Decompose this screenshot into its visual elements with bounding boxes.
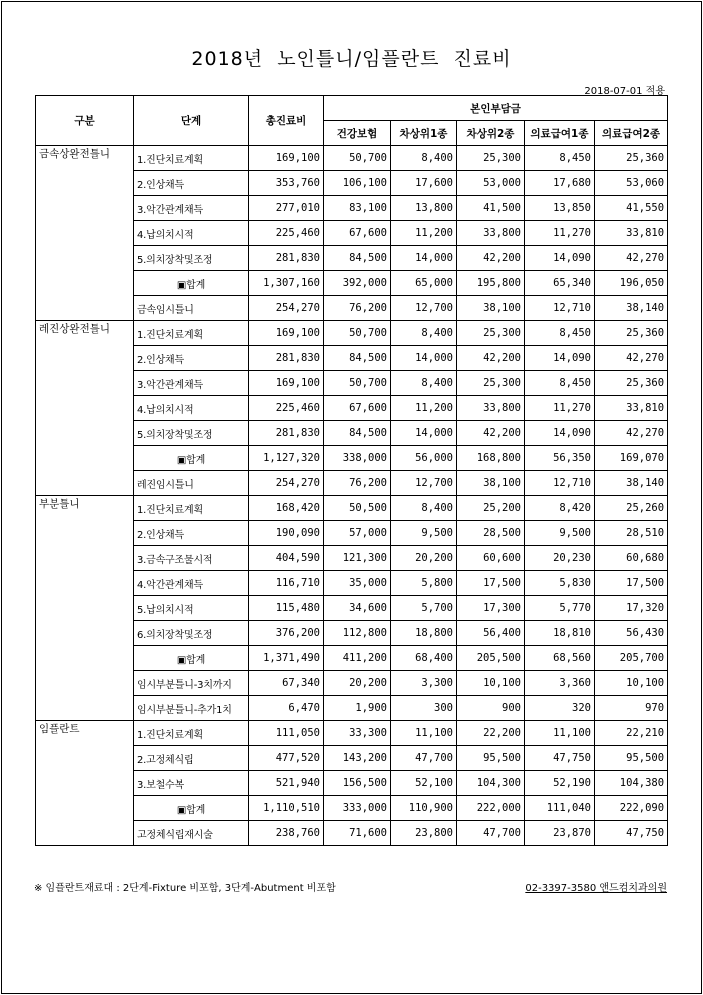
- copay-cell: 33,800: [457, 221, 525, 246]
- copay-cell: 42,200: [457, 421, 525, 446]
- copay-cell: 56,430: [595, 621, 668, 646]
- copay-cell: 42,200: [457, 346, 525, 371]
- copay-cell: 411,200: [324, 646, 391, 671]
- copay-cell: 52,100: [391, 771, 457, 796]
- copay-cell: 11,100: [391, 721, 457, 746]
- total-fee-cell: 477,520: [249, 746, 324, 771]
- copay-cell: 5,800: [391, 571, 457, 596]
- category-cell: 금속상완전틀니: [36, 146, 134, 321]
- copay-cell: 14,000: [391, 246, 457, 271]
- copay-cell: 156,500: [324, 771, 391, 796]
- copay-cell: 33,800: [457, 396, 525, 421]
- header-category: 구분: [36, 96, 134, 146]
- copay-cell: 9,500: [525, 521, 595, 546]
- copay-cell: 22,210: [595, 721, 668, 746]
- copay-cell: 42,270: [595, 246, 668, 271]
- copay-cell: 23,870: [525, 821, 595, 846]
- copay-cell: 5,830: [525, 571, 595, 596]
- copay-cell: 35,000: [324, 571, 391, 596]
- page-title: 2018년 노인틀니/임플란트 진료비: [191, 48, 512, 70]
- total-fee-cell: 116,710: [249, 571, 324, 596]
- copay-cell: 50,700: [324, 321, 391, 346]
- step-cell: 임시부분틀니-3치까지: [134, 671, 249, 696]
- copay-cell: 14,090: [525, 246, 595, 271]
- copay-cell: 11,200: [391, 396, 457, 421]
- category-cell: 레진상완전틀니: [36, 321, 134, 496]
- step-cell: 4.납의치시적: [134, 221, 249, 246]
- copay-cell: 5,700: [391, 596, 457, 621]
- step-cell: 3.악간관계채득: [134, 196, 249, 221]
- copay-cell: 25,360: [595, 146, 668, 171]
- step-cell: 5.의치장착및조정: [134, 246, 249, 271]
- total-fee-cell: 169,100: [249, 371, 324, 396]
- step-cell: 임시부분틀니-추가1치: [134, 696, 249, 721]
- copay-cell: 50,700: [324, 371, 391, 396]
- total-fee-cell: 1,307,160: [249, 271, 324, 296]
- copay-cell: 42,270: [595, 346, 668, 371]
- total-fee-cell: 281,830: [249, 346, 324, 371]
- copay-cell: 53,060: [595, 171, 668, 196]
- copay-cell: 38,140: [595, 296, 668, 321]
- copay-cell: 195,800: [457, 271, 525, 296]
- copay-cell: 10,100: [595, 671, 668, 696]
- copay-cell: 41,550: [595, 196, 668, 221]
- category-cell: 부분틀니: [36, 496, 134, 721]
- copay-cell: 12,700: [391, 471, 457, 496]
- copay-cell: 168,800: [457, 446, 525, 471]
- copay-cell: 95,500: [595, 746, 668, 771]
- copay-cell: 65,000: [391, 271, 457, 296]
- header-copay-col: 차상위1종: [391, 121, 457, 146]
- total-fee-cell: 111,050: [249, 721, 324, 746]
- copay-cell: 121,300: [324, 546, 391, 571]
- copay-cell: 20,230: [525, 546, 595, 571]
- copay-cell: 8,450: [525, 146, 595, 171]
- effective-date: 2018-07-01 적용: [584, 86, 665, 97]
- total-fee-cell: 169,100: [249, 321, 324, 346]
- step-cell: 1.진단치료계획: [134, 146, 249, 171]
- copay-cell: 25,300: [457, 371, 525, 396]
- copay-cell: 25,200: [457, 496, 525, 521]
- copay-cell: 60,680: [595, 546, 668, 571]
- step-cell: ▣합계: [134, 271, 249, 296]
- copay-cell: 20,200: [391, 546, 457, 571]
- total-fee-cell: 254,270: [249, 296, 324, 321]
- copay-cell: 300: [391, 696, 457, 721]
- copay-cell: 57,000: [324, 521, 391, 546]
- copay-cell: 76,200: [324, 296, 391, 321]
- copay-cell: 23,800: [391, 821, 457, 846]
- copay-cell: 68,400: [391, 646, 457, 671]
- copay-cell: 8,400: [391, 146, 457, 171]
- total-fee-cell: 115,480: [249, 596, 324, 621]
- copay-cell: 33,300: [324, 721, 391, 746]
- header-copay-group: 본인부담금: [324, 96, 668, 121]
- copay-cell: 18,810: [525, 621, 595, 646]
- step-cell: 금속임시틀니: [134, 296, 249, 321]
- copay-cell: 12,700: [391, 296, 457, 321]
- total-fee-cell: 281,830: [249, 421, 324, 446]
- total-fee-cell: 6,470: [249, 696, 324, 721]
- total-fee-cell: 521,940: [249, 771, 324, 796]
- copay-cell: 12,710: [525, 296, 595, 321]
- copay-cell: 25,360: [595, 321, 668, 346]
- copay-cell: 84,500: [324, 346, 391, 371]
- total-fee-cell: 404,590: [249, 546, 324, 571]
- copay-cell: 1,900: [324, 696, 391, 721]
- copay-cell: 143,200: [324, 746, 391, 771]
- copay-cell: 14,090: [525, 421, 595, 446]
- copay-cell: 5,770: [525, 596, 595, 621]
- copay-cell: 900: [457, 696, 525, 721]
- copay-cell: 8,420: [525, 496, 595, 521]
- total-fee-cell: 67,340: [249, 671, 324, 696]
- copay-cell: 33,810: [595, 221, 668, 246]
- copay-cell: 3,300: [391, 671, 457, 696]
- copay-cell: 25,300: [457, 321, 525, 346]
- copay-cell: 56,400: [457, 621, 525, 646]
- copay-cell: 25,300: [457, 146, 525, 171]
- table-row: [36, 721, 668, 746]
- copay-cell: 18,800: [391, 621, 457, 646]
- copay-cell: 17,680: [525, 171, 595, 196]
- step-cell: ▣합계: [134, 446, 249, 471]
- total-fee-cell: 168,420: [249, 496, 324, 521]
- copay-cell: 83,100: [324, 196, 391, 221]
- step-cell: ▣합계: [134, 796, 249, 821]
- copay-cell: 196,050: [595, 271, 668, 296]
- step-cell: 6.의치장착및조정: [134, 621, 249, 646]
- total-fee-cell: 277,010: [249, 196, 324, 221]
- header-step: 단계: [134, 96, 249, 146]
- copay-cell: 38,140: [595, 471, 668, 496]
- copay-cell: 22,200: [457, 721, 525, 746]
- step-cell: 4.악간관계채득: [134, 571, 249, 596]
- step-cell: 2.인상채득: [134, 171, 249, 196]
- copay-cell: 56,000: [391, 446, 457, 471]
- header-total: 총진료비: [249, 96, 324, 146]
- copay-cell: 169,070: [595, 446, 668, 471]
- copay-cell: 112,800: [324, 621, 391, 646]
- copay-cell: 8,450: [525, 321, 595, 346]
- copay-cell: 320: [525, 696, 595, 721]
- copay-cell: 205,500: [457, 646, 525, 671]
- copay-cell: 47,750: [525, 746, 595, 771]
- total-fee-cell: 376,200: [249, 621, 324, 646]
- total-fee-cell: 1,127,320: [249, 446, 324, 471]
- step-cell: 4.납의치시적: [134, 396, 249, 421]
- table-row: [36, 321, 668, 346]
- copay-cell: 8,450: [525, 371, 595, 396]
- copay-cell: 205,700: [595, 646, 668, 671]
- copay-cell: 110,900: [391, 796, 457, 821]
- copay-cell: 13,800: [391, 196, 457, 221]
- total-fee-cell: 353,760: [249, 171, 324, 196]
- copay-cell: 3,360: [525, 671, 595, 696]
- header-copay-col: 차상위2종: [457, 121, 525, 146]
- copay-cell: 14,000: [391, 346, 457, 371]
- copay-cell: 10,100: [457, 671, 525, 696]
- copay-cell: 8,400: [391, 321, 457, 346]
- step-cell: 3.금속구조물시적: [134, 546, 249, 571]
- header-copay-col: 건강보험: [324, 121, 391, 146]
- copay-cell: 50,500: [324, 496, 391, 521]
- step-cell: 1.진단치료계획: [134, 721, 249, 746]
- copay-cell: 25,260: [595, 496, 668, 521]
- total-fee-cell: 225,460: [249, 221, 324, 246]
- fee-table: [35, 95, 668, 846]
- total-fee-cell: 169,100: [249, 146, 324, 171]
- copay-cell: 104,380: [595, 771, 668, 796]
- copay-cell: 60,600: [457, 546, 525, 571]
- copay-cell: 20,200: [324, 671, 391, 696]
- copay-cell: 17,500: [595, 571, 668, 596]
- copay-cell: 76,200: [324, 471, 391, 496]
- copay-cell: 222,000: [457, 796, 525, 821]
- copay-cell: 8,400: [391, 371, 457, 396]
- copay-cell: 17,320: [595, 596, 668, 621]
- copay-cell: 42,270: [595, 421, 668, 446]
- copay-cell: 28,500: [457, 521, 525, 546]
- copay-cell: 34,600: [324, 596, 391, 621]
- copay-cell: 56,350: [525, 446, 595, 471]
- copay-cell: 65,340: [525, 271, 595, 296]
- step-cell: 레진임시틀니: [134, 471, 249, 496]
- copay-cell: 47,700: [391, 746, 457, 771]
- copay-cell: 17,300: [457, 596, 525, 621]
- copay-cell: 67,600: [324, 221, 391, 246]
- step-cell: 5.납의치시적: [134, 596, 249, 621]
- copay-cell: 47,700: [457, 821, 525, 846]
- copay-cell: 11,100: [525, 721, 595, 746]
- step-cell: 2.고정체식립: [134, 746, 249, 771]
- copay-cell: 42,200: [457, 246, 525, 271]
- copay-cell: 33,810: [595, 396, 668, 421]
- copay-cell: 68,560: [525, 646, 595, 671]
- copay-cell: 222,090: [595, 796, 668, 821]
- copay-cell: 52,190: [525, 771, 595, 796]
- total-fee-cell: 281,830: [249, 246, 324, 271]
- total-fee-cell: 238,760: [249, 821, 324, 846]
- table-row: [36, 496, 668, 521]
- copay-cell: 970: [595, 696, 668, 721]
- copay-cell: 104,300: [457, 771, 525, 796]
- copay-cell: 28,510: [595, 521, 668, 546]
- total-fee-cell: 254,270: [249, 471, 324, 496]
- copay-cell: 8,400: [391, 496, 457, 521]
- copay-cell: 11,270: [525, 221, 595, 246]
- step-cell: 3.보철수복: [134, 771, 249, 796]
- copay-cell: 41,500: [457, 196, 525, 221]
- fee-table-body: [36, 146, 668, 846]
- copay-cell: 84,500: [324, 246, 391, 271]
- copay-cell: 47,750: [595, 821, 668, 846]
- copay-cell: 14,000: [391, 421, 457, 446]
- copay-cell: 11,200: [391, 221, 457, 246]
- category-cell: 임플란트: [36, 721, 134, 846]
- copay-cell: 17,600: [391, 171, 457, 196]
- copay-cell: 106,100: [324, 171, 391, 196]
- copay-cell: 25,360: [595, 371, 668, 396]
- step-cell: 고정체식립재시술: [134, 821, 249, 846]
- step-cell: 1.진단치료계획: [134, 496, 249, 521]
- header-copay-col: 의료급여1종: [525, 121, 595, 146]
- copay-cell: 392,000: [324, 271, 391, 296]
- table-row: [36, 146, 668, 171]
- step-cell: ▣합계: [134, 646, 249, 671]
- copay-cell: 11,270: [525, 396, 595, 421]
- copay-cell: 338,000: [324, 446, 391, 471]
- step-cell: 2.인상채득: [134, 346, 249, 371]
- total-fee-cell: 190,090: [249, 521, 324, 546]
- copay-cell: 95,500: [457, 746, 525, 771]
- copay-cell: 71,600: [324, 821, 391, 846]
- copay-cell: 111,040: [525, 796, 595, 821]
- step-cell: 1.진단치료계획: [134, 321, 249, 346]
- copay-cell: 38,100: [457, 471, 525, 496]
- copay-cell: 53,000: [457, 171, 525, 196]
- footer-contact: 02-3397-3580 앤드컴치과의원: [525, 883, 667, 894]
- copay-cell: 38,100: [457, 296, 525, 321]
- copay-cell: 67,600: [324, 396, 391, 421]
- copay-cell: 12,710: [525, 471, 595, 496]
- copay-cell: 14,090: [525, 346, 595, 371]
- copay-cell: 9,500: [391, 521, 457, 546]
- total-fee-cell: 1,110,510: [249, 796, 324, 821]
- copay-cell: 84,500: [324, 421, 391, 446]
- total-fee-cell: 1,371,490: [249, 646, 324, 671]
- copay-cell: 50,700: [324, 146, 391, 171]
- step-cell: 3.악간관계채득: [134, 371, 249, 396]
- footer-note: ※ 임플란트재료대 : 2단계-Fixture 비포함, 3단계-Abutment 비포함: [34, 883, 336, 894]
- step-cell: 2.인상채득: [134, 521, 249, 546]
- copay-cell: 13,850: [525, 196, 595, 221]
- step-cell: 5.의치장착및조정: [134, 421, 249, 446]
- total-fee-cell: 225,460: [249, 396, 324, 421]
- header-copay-col: 의료급여2종: [595, 121, 668, 146]
- copay-cell: 17,500: [457, 571, 525, 596]
- copay-cell: 333,000: [324, 796, 391, 821]
